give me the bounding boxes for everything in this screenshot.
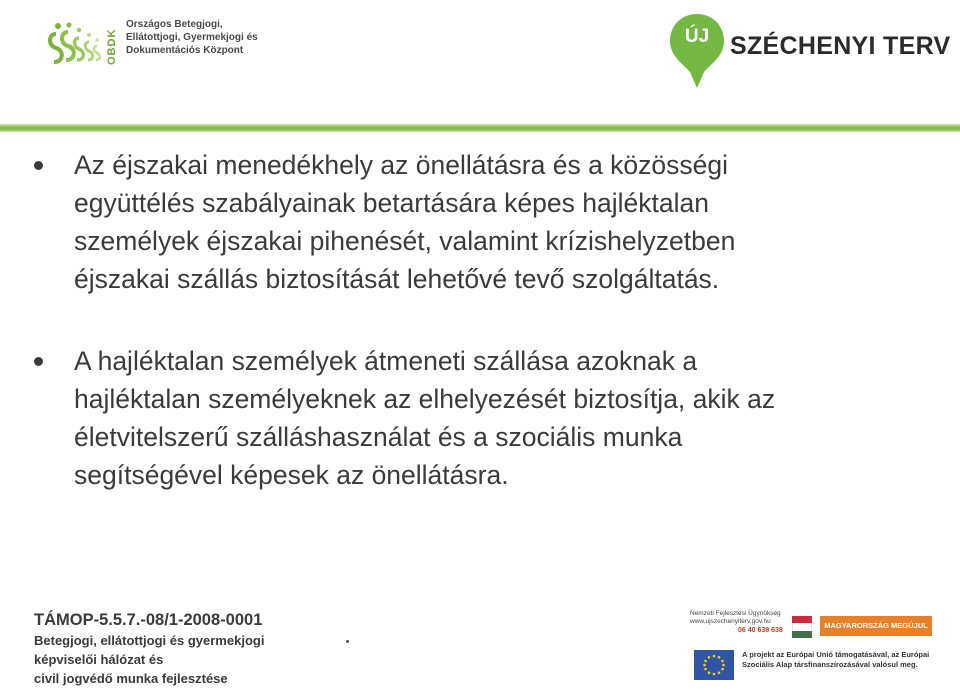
bullet-line: éjszakai szállás biztosítását lehetővé tevő szolgáltatás.	[74, 264, 720, 294]
bullet-line: személyek éjszakai pihenését, valamint krízishelyzetben	[74, 226, 736, 256]
szechenyi-terv-logo	[668, 12, 951, 92]
bullet-line: A hajléktalan személyek átmeneti szállása azoknak a	[74, 346, 698, 376]
project-info	[34, 610, 334, 688]
eu-line: A projekt az Európai Unió támogatásával, az Európai	[742, 650, 930, 659]
nfu-line: www.ujszechenyiterv.gov.hu	[690, 618, 771, 625]
bullet-list	[26, 146, 936, 494]
bullet-item	[26, 146, 936, 298]
nfu-line: Nemzeti Fejlesztési Ügynökség	[690, 610, 781, 617]
dot-mark	[346, 640, 349, 643]
eu-funding-text	[742, 650, 938, 670]
bullet-line: segítségével képesek az önellátásra.	[74, 460, 509, 490]
nfu-phone: 06 40 638 638	[738, 627, 783, 634]
eu-flag-icon	[694, 650, 734, 680]
project-line: civil jogvédő munka fejlesztése	[34, 671, 228, 686]
magyarorszag-megujul-badge: MAGYARORSZÁG MEGÚJUL	[820, 616, 932, 636]
funding-logos	[690, 606, 940, 696]
map-pin-icon	[668, 12, 726, 90]
eu-line: Szociális Alap társfinanszírozásával valósul meg.	[742, 660, 918, 669]
header-divider	[0, 124, 960, 132]
bullet-line: Az éjszakai menedékhely az önellátásra és a közösségi	[74, 150, 729, 180]
obdk-name-line: Országos Betegjogi,	[126, 19, 223, 30]
bullet-item	[26, 342, 936, 494]
obdk-acronym: OBDK	[106, 28, 118, 66]
obdk-name-line: Ellátottjogi, Gyermekjogi és	[126, 32, 258, 43]
bullet-line: életvitelszerű szálláshasználat és a szociális munka	[74, 422, 683, 452]
obdk-logo	[46, 14, 276, 80]
nfu-contact	[690, 610, 786, 635]
bullet-line: együttélés szabályainak betartására képes hajléktalan	[74, 188, 709, 218]
bullet-dot-icon	[34, 161, 43, 170]
szechenyi-name: SZÉCHENYI TERV	[730, 32, 951, 60]
project-line: Betegjogi, ellátottjogi és gyermekjogi	[34, 633, 265, 648]
obdk-name	[126, 18, 286, 57]
bullet-line: hajléktalan személyeknek az elhelyezését biztosítja, akik az	[74, 384, 776, 414]
obdk-name-line: Dokumentációs Központ	[126, 45, 244, 56]
project-line: képviselői hálózat és	[34, 652, 164, 667]
bullet-dot-icon	[34, 357, 43, 366]
szechenyi-prefix: ÚJ	[684, 26, 710, 47]
hungarian-flag-icon	[792, 616, 812, 638]
project-code: TÁMOP-5.5.7.-08/1-2008-0001	[34, 611, 263, 629]
